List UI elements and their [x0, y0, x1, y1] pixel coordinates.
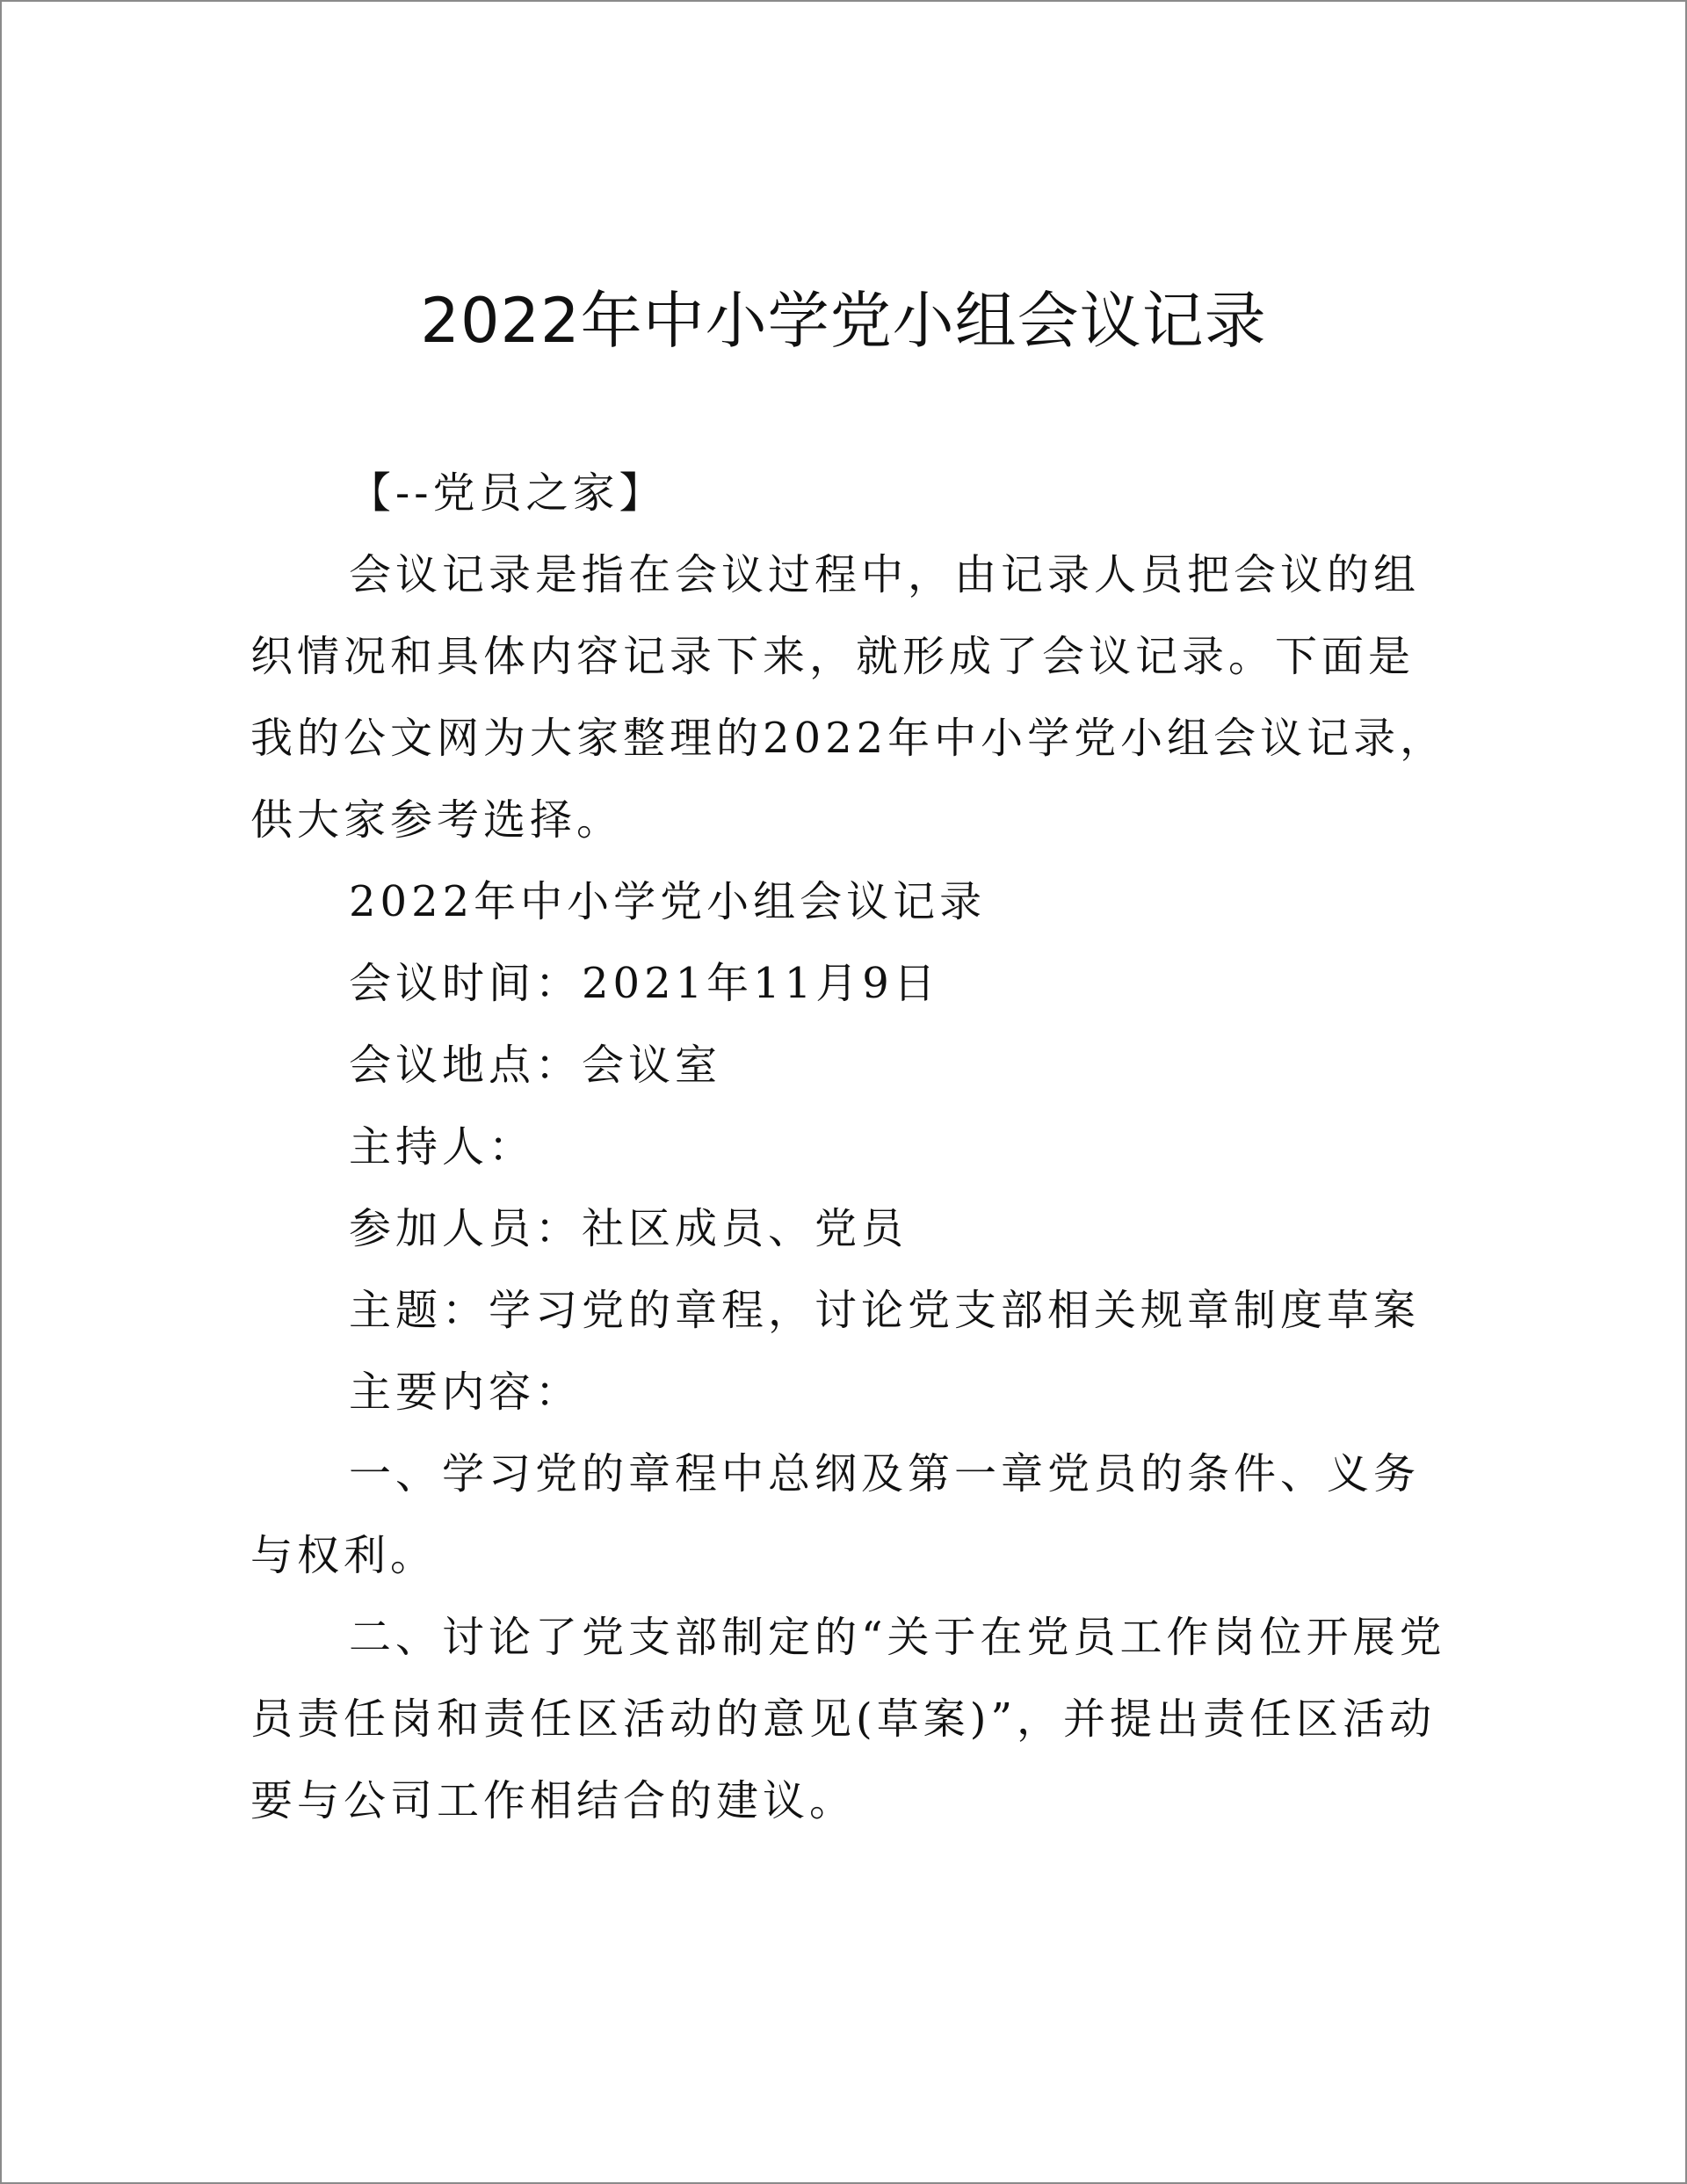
source-tag: 【--党员之家】 — [349, 468, 666, 518]
meeting-topic: 主题：学习党的章程，讨论党支部相关规章制度草案 — [349, 1286, 1421, 1335]
intro-paragraph: 会议记录是指在会议过程中，由记录人员把会议的组织情况和具体内容记录下来，就形成了会议记录。下面是我的公文网为大家整理的2022年中小学党小组会议记录，供大家参考选择。 — [250, 550, 1447, 845]
main-content-label: 主要内容： — [349, 1368, 583, 1417]
meeting-place: 会议地点：会议室 — [349, 1041, 722, 1090]
meeting-attendees: 参加人员：社区成员、党员 — [349, 1204, 909, 1253]
document-body — [250, 453, 1454, 1842]
content-item-1: 一、学习党的章程中总纲及第一章党员的条件、义务与权利。 — [250, 1449, 1421, 1580]
document-title: 2022年中小学党小组会议记录 — [420, 285, 1267, 357]
content-item-2: 二、讨论了党支部制定的“关于在党员工作岗位开展党员责任岗和责任区活动的意见(草案)”，并提出责任区活动要与公司工作相结合的建议。 — [250, 1613, 1446, 1825]
record-heading: 2022年中小学党小组会议记录 — [349, 877, 987, 926]
meeting-host: 主持人： — [349, 1122, 536, 1172]
meeting-time: 会议时间：2021年11月9日 — [349, 959, 940, 1008]
